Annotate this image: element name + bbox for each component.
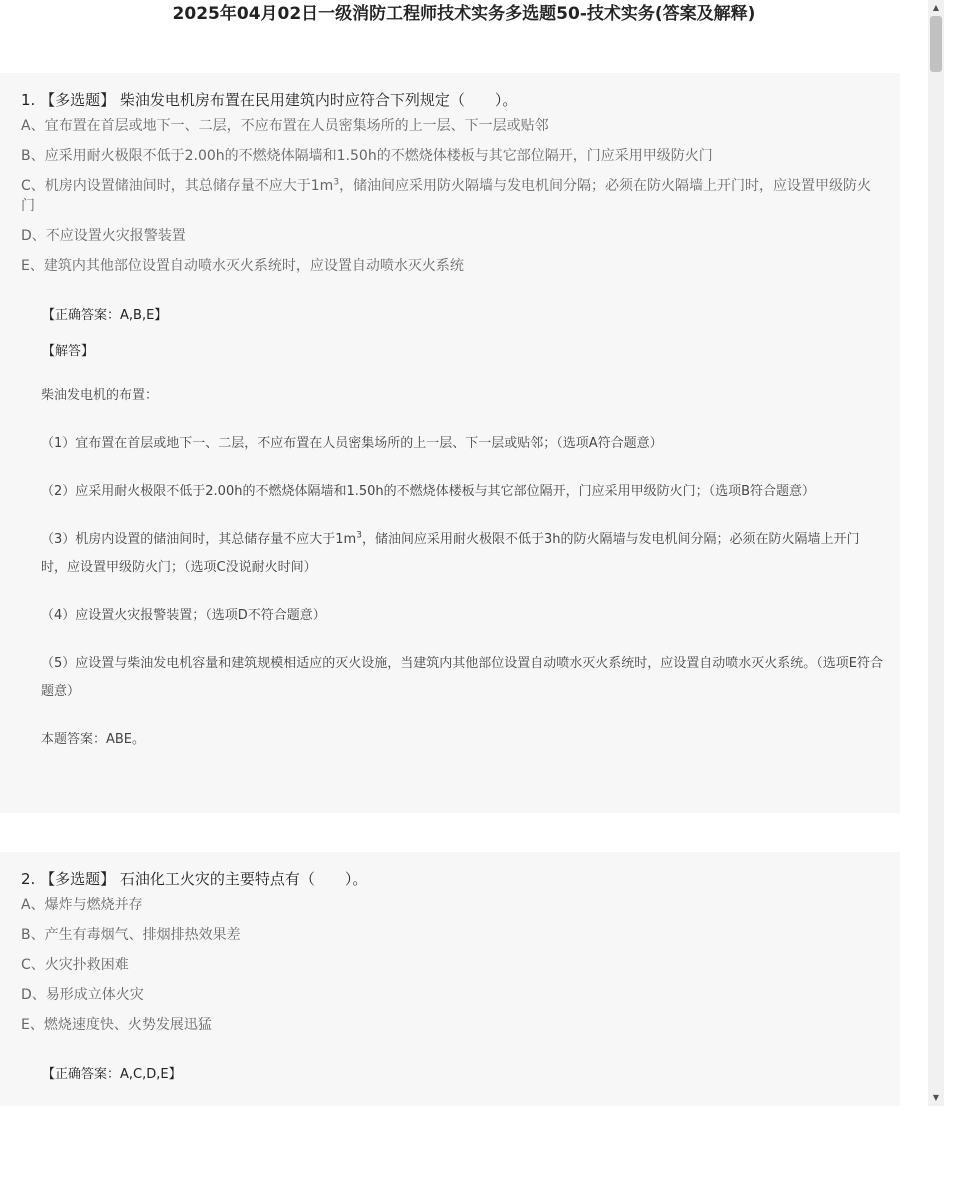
explanation-para: 柴油发电机的布置： <box>41 388 159 403</box>
option-c: C、火灾扑救困难 <box>21 957 129 973</box>
explanation-para: （5）应设置与柴油发电机容量和建筑规模相适应的灭火设施，当建筑内其他部位设置自动喷水灭火系统时，应设置自动喷水灭火系统。（选项E符合题意） <box>41 656 883 699</box>
final-answer: 本题答案：ABE。 <box>41 732 146 747</box>
option-b: B、应采用耐火极限不低于2.00h的不燃烧体隔墙和1.50h的不燃烧体楼板与其它部位隔开，门应采用甲级防火门 <box>21 148 713 164</box>
explanation-para: （1）宜布置在首层或地下一、二层，不应布置在人员密集场所的上一层、下一层或贴邻；（选项A符合题意） <box>41 436 663 451</box>
question-number: 2. <box>21 870 36 888</box>
vertical-scrollbar[interactable] <box>928 0 944 1106</box>
scroll-down-arrow-icon[interactable]: ▼ <box>932 1093 940 1102</box>
explanation-para: （4）应设置火灾报警装置；（选项D不符合题意） <box>41 608 326 623</box>
option-a: A、宜布置在首层或地下一、二层，不应布置在人员密集场所的上一层、下一层或贴邻 <box>21 118 549 134</box>
question-title <box>21 866 884 892</box>
correct-answer: 【正确答案：A,B,E】 <box>42 308 168 323</box>
option-d: D、易形成立体火灾 <box>21 987 144 1003</box>
option-c-text: C、机房内设置储油间时，其总储存量不应大于1m <box>21 178 334 194</box>
question-title <box>21 87 884 113</box>
question-stem: 柴油发电机房布置在民用建筑内时应符合下列规定（ ）。 <box>119 91 518 109</box>
option-e: E、燃烧速度快、火势发展迅猛 <box>21 1017 212 1033</box>
explanation-text: （3）机房内设置的储油间时，其总储存量不应大于1m <box>41 532 357 547</box>
question-number: 1. <box>21 91 36 109</box>
page-title: 2025年04月02日一级消防工程师技术实务多选题50-技术实务(答案及解释) <box>172 4 756 24</box>
option-b: B、产生有毒烟气、排烟排热效果差 <box>21 927 241 943</box>
explanation-para: （2）应采用耐火极限不低于2.00h的不燃烧体隔墙和1.50h的不燃烧体楼板与其它部位隔开，门应采用甲级防火门；（选项B符合题意） <box>41 484 816 499</box>
option-d: D、不应设置火灾报警装置 <box>21 228 186 244</box>
option-e: E、建筑内其他部位设置自动喷水灭火系统时，应设置自动喷水灭火系统 <box>21 258 464 274</box>
superscript: 3 <box>333 177 340 188</box>
scroll-up-arrow-icon[interactable]: ▲ <box>932 3 940 12</box>
option-a: A、爆炸与燃烧并存 <box>21 897 143 913</box>
question-stem: 石油化工火灾的主要特点有（ ）。 <box>119 870 368 888</box>
explanation-heading: 【解答】 <box>42 344 95 359</box>
option-c-text-cont: ，储油间应采用防火隔墙与发电机间分隔；必须在防火隔墙上开门时，应设置甲级防火门 <box>21 178 872 214</box>
question-card-2 <box>0 852 900 1106</box>
correct-answer: 【正确答案：A,C,D,E】 <box>42 1067 182 1082</box>
scrollbar-thumb[interactable] <box>930 16 942 72</box>
explanation-para <box>41 526 884 582</box>
explanation-text-cont: ，储油间应采用耐火极限不低于3h的防火隔墙与发电机间分隔；必须在防火隔墙上开门时，应设置甲级防火门；（选项C没说耐火时间） <box>41 532 860 575</box>
question-type: 【多选题】 <box>40 91 116 109</box>
superscript: 3 <box>356 530 362 541</box>
option-c <box>21 176 884 216</box>
question-card-1 <box>0 73 900 813</box>
question-type: 【多选题】 <box>40 870 116 888</box>
